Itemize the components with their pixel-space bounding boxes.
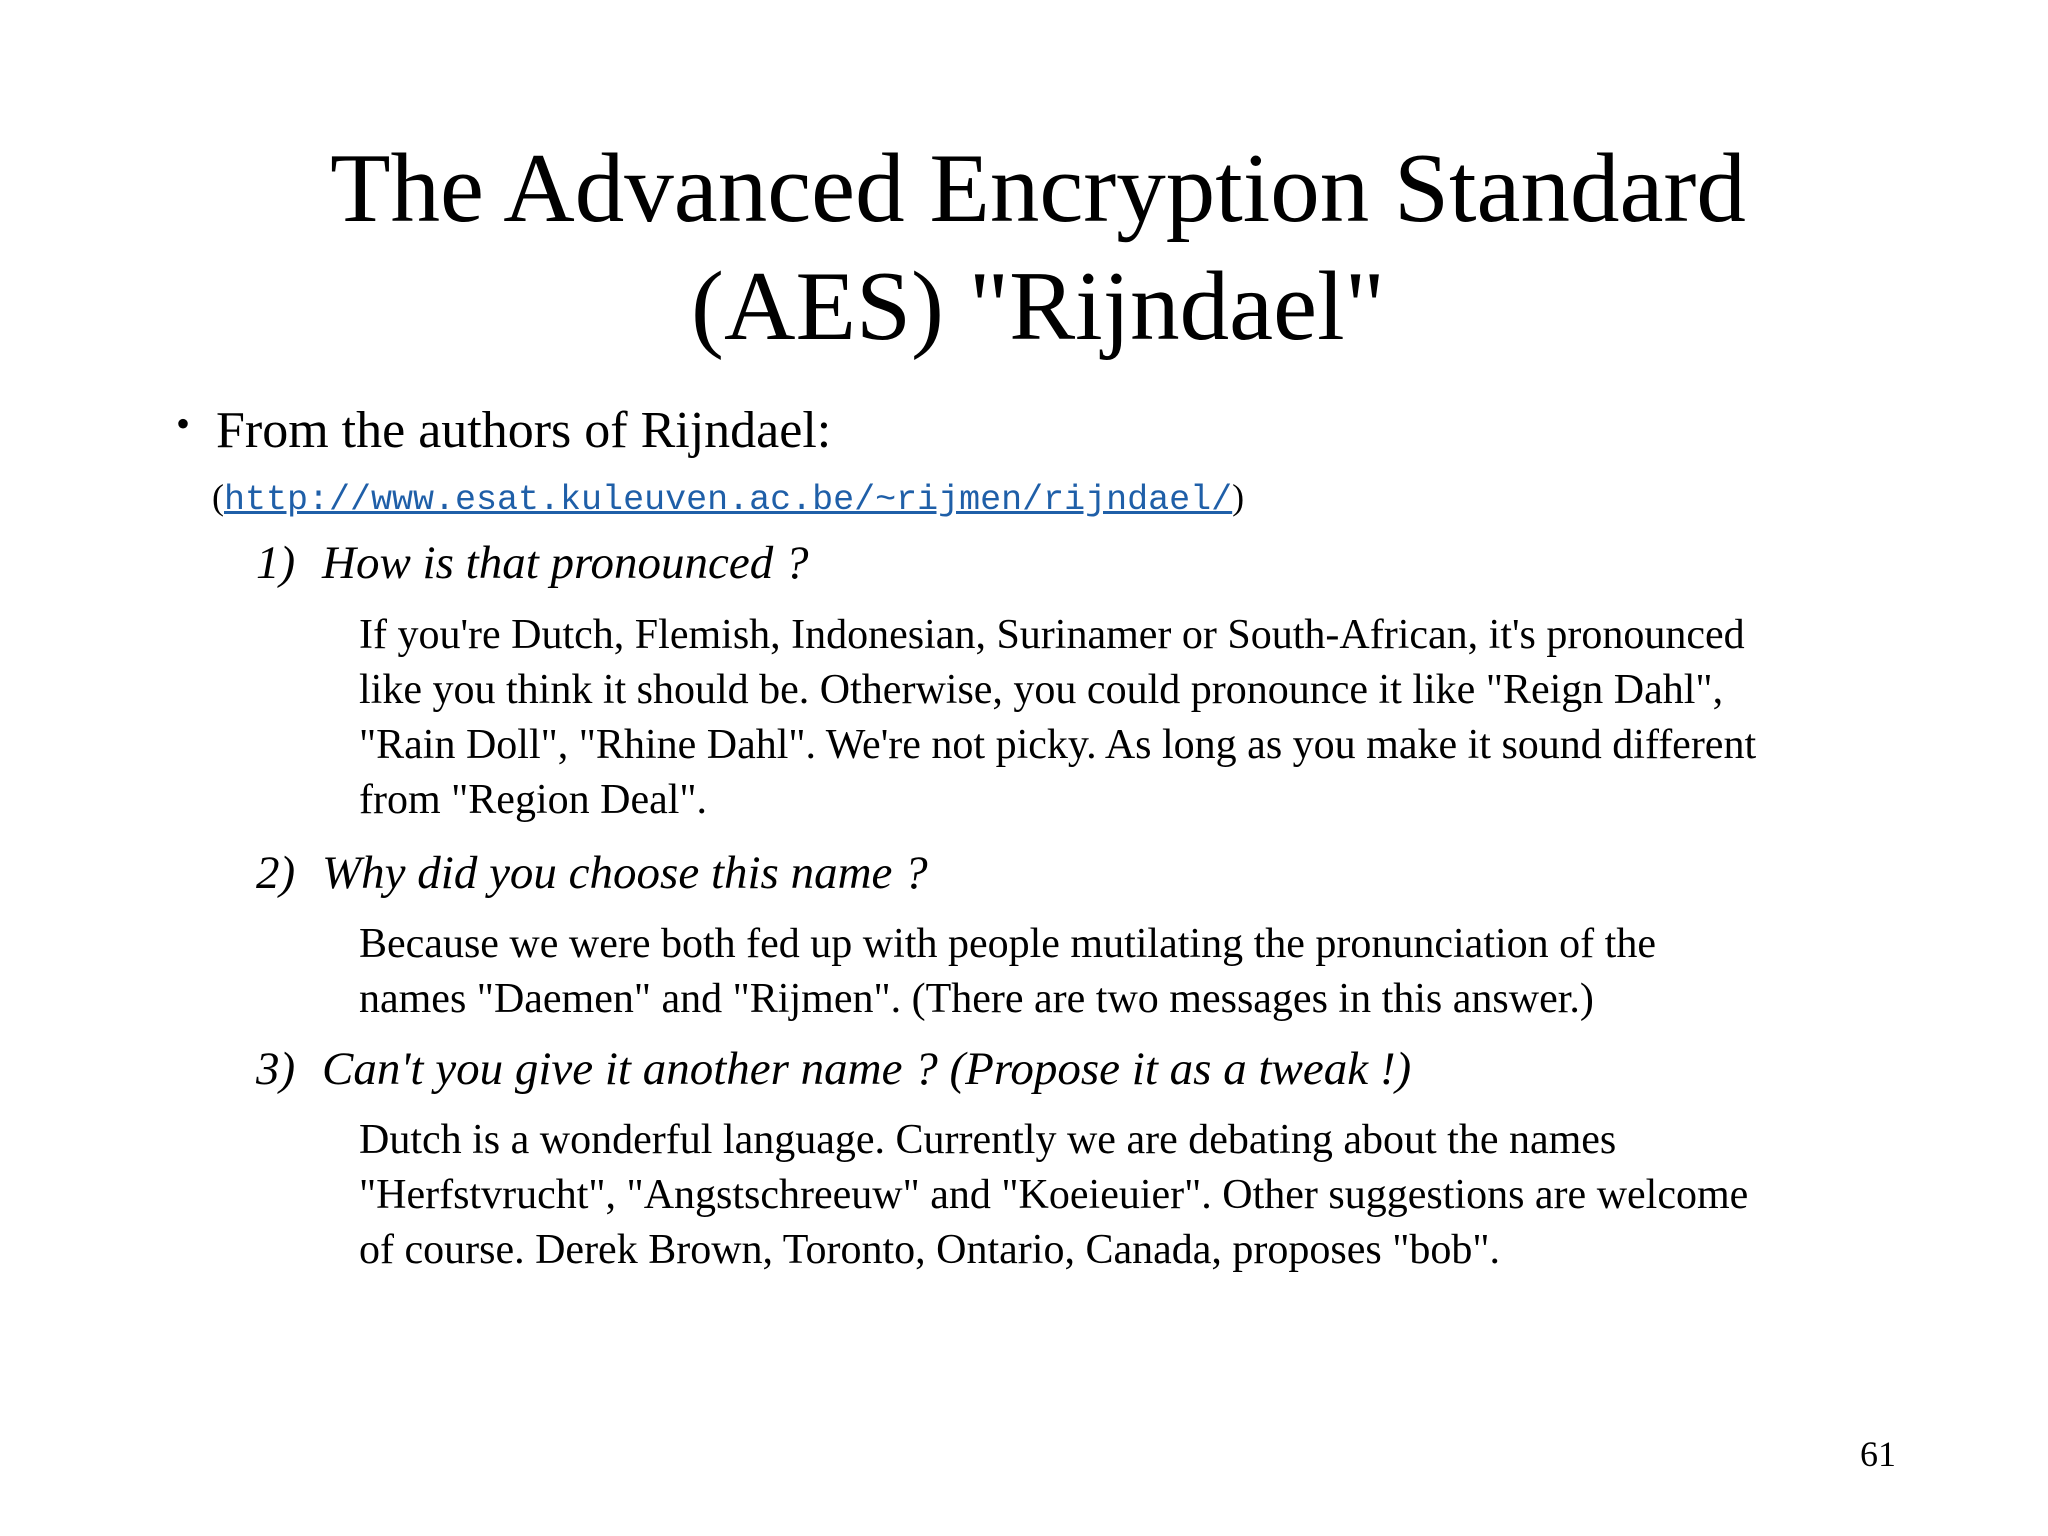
faq-answer-2-line: Because we were both fed up with people mutilating the pronunciation of the [359, 921, 1656, 967]
faq-answer-1-line: "Rain Doll", "Rhine Dahl". We're not picky. As long as you make it sound different [359, 722, 1757, 768]
faq-answer-3 [359, 1113, 1899, 1278]
bullet-dot-icon: • [176, 401, 191, 446]
faq-answer-2 [359, 917, 1899, 1027]
url-close-paren: ) [1232, 477, 1245, 517]
faq-number-2: 2) [256, 847, 296, 899]
faq-answer-3-line: Dutch is a wonderful language. Currently we are debating about the names [359, 1117, 1617, 1163]
bullet-text: From the authors of Rijndael: [216, 402, 832, 459]
page-number: 61 [1860, 1434, 1896, 1474]
faq-question-text-1: How is that pronounced ? [322, 537, 809, 589]
slide-title-line-2: (AES) "Rijndael" [691, 252, 1385, 361]
faq-answer-1-line: If you're Dutch, Flemish, Indonesian, Surinamer or South-African, it's pronounced [359, 612, 1745, 658]
faq-number-3: 3) [256, 1043, 296, 1095]
faq-answer-1-line: from "Region Deal". [359, 777, 708, 823]
faq-question-2 [256, 844, 928, 902]
slide-title [0, 130, 2048, 366]
slide-title-line-1: The Advanced Encryption Standard [330, 134, 1746, 243]
faq-question-text-3: Can't you give it another name ? (Propose it as a tweak !) [322, 1043, 1412, 1095]
faq-number-1: 1) [256, 537, 296, 589]
faq-answer-3-line: "Herfstvrucht", "Angstschreeuw" and "Koeieuier". Other suggestions are welcome [359, 1172, 1749, 1218]
faq-question-3 [256, 1040, 1411, 1098]
faq-answer-2-line: names "Daemen" and "Rijmen". (There are two messages in this answer.) [359, 976, 1594, 1022]
source-url-link[interactable]: http://www.esat.kuleuven.ac.be/~rijmen/rijndael/ [224, 480, 1233, 520]
faq-answer-1 [359, 608, 1899, 828]
faq-question-text-2: Why did you choose this name ? [322, 847, 928, 899]
faq-answer-3-line: of course. Derek Brown, Toronto, Ontario, Canada, proposes "bob". [359, 1227, 1500, 1273]
source-url-line [212, 472, 1244, 525]
url-open-paren: ( [212, 477, 224, 517]
faq-question-1 [256, 534, 809, 592]
bullet-item [176, 392, 831, 463]
faq-answer-1-line: like you think it should be. Otherwise, you could pronounce it like "Reign Dahl", [359, 667, 1724, 713]
